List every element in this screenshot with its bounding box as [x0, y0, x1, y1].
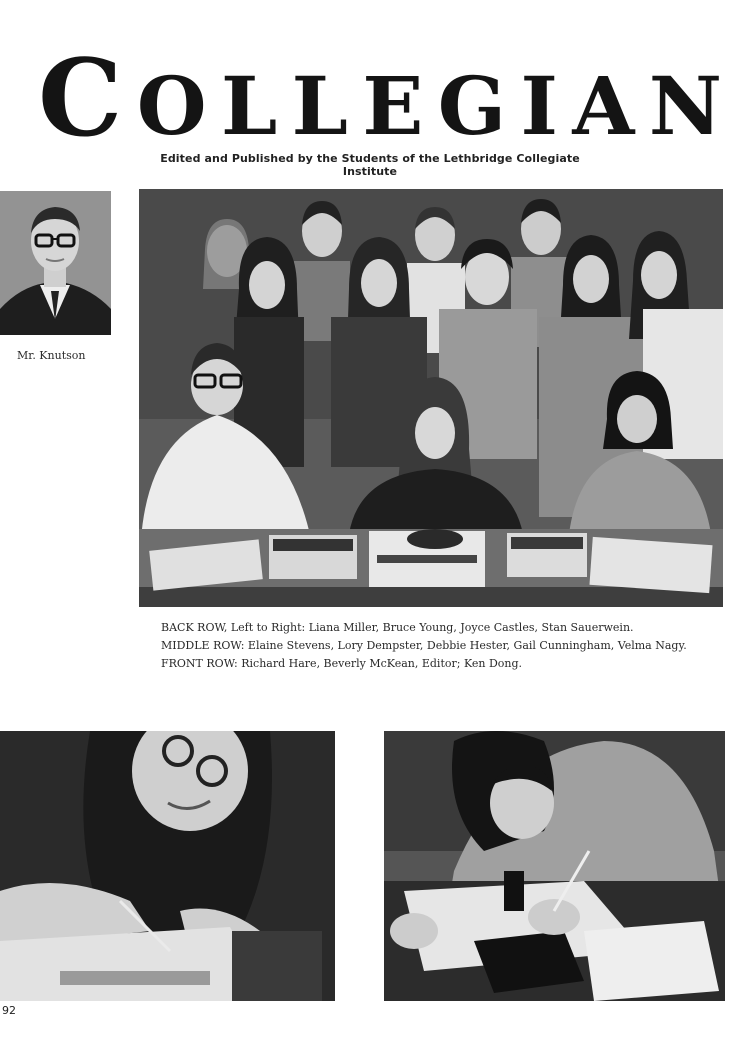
masthead-letter: N	[648, 59, 722, 153]
masthead-letter: C	[38, 35, 123, 160]
masthead-letter: I	[520, 59, 558, 153]
masthead-subtitle: Edited and Published by the Students of the Lethbridge Collegiate Institute	[160, 152, 580, 178]
caption-line-back-row: BACK ROW, Left to Right: Liana Miller, Bruce Young, Joyce Castles, Stan Sauerwein.	[161, 621, 634, 634]
portrait-photo	[0, 191, 111, 335]
masthead-letter: A	[572, 59, 635, 153]
action-photo-right	[384, 731, 725, 1001]
page-number: 92	[2, 1004, 16, 1017]
group-photo-caption	[161, 619, 721, 673]
masthead-title	[38, 35, 722, 160]
masthead-letter: E	[362, 59, 424, 153]
caption-line-middle-row: MIDDLE ROW: Elaine Stevens, Lory Dempster, Debbie Hester, Gail Cunningham, Velma Nagy.	[161, 639, 687, 652]
masthead-letter: G	[437, 59, 507, 153]
group-photo	[139, 189, 723, 607]
caption-line-front-row: FRONT ROW: Richard Hare, Beverly McKean, Editor; Ken Dong.	[161, 657, 523, 670]
portrait-caption: Mr. Knutson	[17, 349, 86, 362]
action-photo-left	[0, 731, 335, 1001]
masthead-letter: L	[220, 59, 278, 153]
masthead-letter: O	[136, 59, 207, 153]
masthead-letter: L	[291, 59, 348, 153]
